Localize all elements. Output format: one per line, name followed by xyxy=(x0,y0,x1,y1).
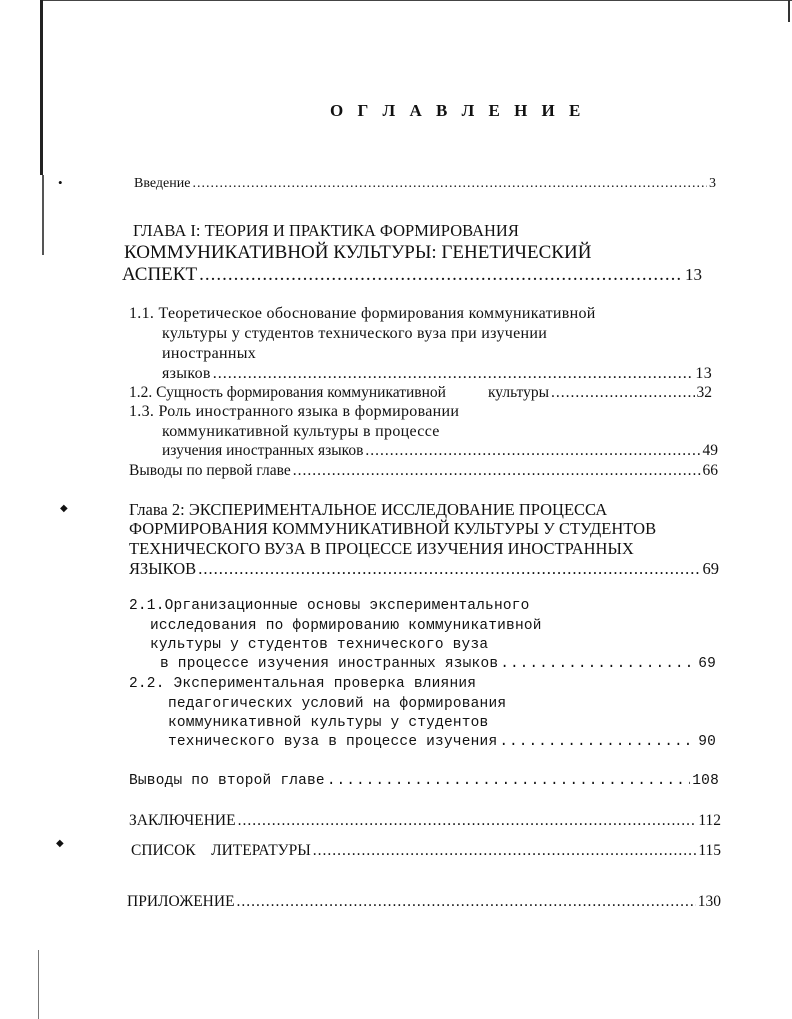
section-1-1-line3: иностранных xyxy=(162,345,257,362)
leader-dots xyxy=(293,462,701,480)
chapter2-title-line1: Глава 2: ЭКСПЕРИМЕНТАЛЬНОЕ ИССЛЕДОВАНИЕ ПРОЦЕССА xyxy=(129,500,608,519)
toc-entry-section-2-1[interactable] xyxy=(160,656,716,672)
toc-entry-section-1-1[interactable] xyxy=(162,365,712,383)
toc-page: 130 xyxy=(697,893,721,910)
toc-label: АСПЕКТ xyxy=(122,264,198,285)
toc-entry-conclusion[interactable] xyxy=(129,812,721,830)
page-title: О Г Л А В Л Е Н И Е xyxy=(330,101,586,120)
toc-page: 69 xyxy=(702,559,719,578)
section-2-2-line3: коммуникативной культуры у студентов xyxy=(168,715,489,731)
toc-page: 90 xyxy=(698,734,716,750)
leader-dots xyxy=(499,734,696,750)
toc-label: 1.2. Сущность формирования коммуникативной xyxy=(129,384,446,401)
margin-bullet-mark: • xyxy=(58,175,63,190)
toc-label-cont: культуры xyxy=(487,384,550,401)
toc-entry-section-1-3[interactable] xyxy=(162,442,718,460)
leader-dots xyxy=(313,842,697,860)
toc-entry-literature[interactable] xyxy=(131,842,721,860)
toc-label: в процессе изучения иностранных языков xyxy=(160,656,499,672)
toc-entry-intro[interactable] xyxy=(134,176,716,192)
leader-dots xyxy=(327,773,690,789)
toc-label: ПРИЛОЖЕНИЕ xyxy=(127,893,235,910)
chapter2-title-line2: ФОРМИРОВАНИЯ КОММУНИКАТИВНОЙ КУЛЬТУРЫ У СТУДЕНТОВ xyxy=(129,519,657,538)
margin-arrow-mark-1: ◆ xyxy=(60,503,68,514)
chapter2-title-line3: ТЕХНИЧЕСКОГО ВУЗА В ПРОЦЕССЕ ИЗУЧЕНИЯ ИНОСТРАННЫХ xyxy=(129,539,634,558)
toc-page: 13 xyxy=(685,265,702,284)
leader-dots xyxy=(213,365,694,383)
toc-entry-section-2-2[interactable] xyxy=(168,734,716,750)
toc-entry-section-1-2[interactable] xyxy=(129,384,712,402)
toc-page: 112 xyxy=(698,812,721,829)
section-2-1-line2: исследования по формированию коммуникативной xyxy=(150,618,542,634)
toc-entry-conclusions-2[interactable] xyxy=(129,773,719,789)
leader-dots xyxy=(237,893,696,911)
section-1-3-line1: 1.3. Роль иностранного языка в формировании xyxy=(129,403,460,420)
page-left-edge xyxy=(40,0,43,175)
page-left-edge-bottom xyxy=(38,950,39,1019)
toc-label: Введение xyxy=(134,176,191,191)
page-top-edge xyxy=(40,0,792,1)
toc-page: 32 xyxy=(696,384,712,401)
leader-dots xyxy=(365,442,700,460)
page-left-edge-lower xyxy=(42,175,44,255)
toc-entry-appendix[interactable] xyxy=(127,893,721,911)
margin-arrow-mark-2: ◆ xyxy=(56,838,64,849)
toc-label: ЗАКЛЮЧЕНИЕ xyxy=(129,812,236,829)
toc-page: 69 xyxy=(698,656,716,672)
toc-label: языков xyxy=(162,365,211,382)
toc-page: 49 xyxy=(702,442,718,459)
toc-label: технического вуза в процессе изучения xyxy=(168,734,498,750)
section-1-1-line1: 1.1. Теоретическое обоснование формирования коммуникативной xyxy=(129,305,596,322)
section-2-2-line2: педагогических условий на формирования xyxy=(168,696,507,712)
toc-label: ЯЗЫКОВ xyxy=(129,559,197,578)
toc-page: 66 xyxy=(702,462,718,479)
leader-dots xyxy=(500,656,696,672)
section-2-1-line3: культуры у студентов технического вуза xyxy=(150,637,489,653)
section-2-1-line1: 2.1.Организационные основы экспериментального xyxy=(129,598,530,614)
toc-entry-conclusions-1[interactable] xyxy=(129,462,718,480)
section-2-2-line1: 2.2. Экспериментальная проверка влияния xyxy=(129,676,477,692)
toc-page: 3 xyxy=(709,176,716,191)
toc-page: 13 xyxy=(695,365,712,382)
page-right-edge xyxy=(788,0,790,22)
section-1-1-line2: культуры у студентов технического вуза при изучении xyxy=(162,325,548,342)
toc-label: СПИСОК ЛИТЕРАТУРЫ xyxy=(131,842,311,859)
leader-dots xyxy=(192,176,707,192)
toc-entry-chapter1[interactable] xyxy=(122,264,702,286)
chapter1-title-line1: ГЛАВА I: ТЕОРИЯ И ПРАКТИКА ФОРМИРОВАНИЯ xyxy=(133,221,519,240)
leader-dots xyxy=(551,384,694,402)
toc-entry-chapter2[interactable] xyxy=(129,559,719,579)
toc-page: 115 xyxy=(698,842,721,859)
toc-label: Выводы по первой главе xyxy=(129,462,291,479)
leader-dots xyxy=(199,264,683,286)
leader-dots xyxy=(238,812,697,830)
toc-label: изучения иностранных языков xyxy=(162,442,364,459)
toc-page: 108 xyxy=(692,773,719,789)
leader-dots xyxy=(198,559,700,579)
chapter1-title-line2: КОММУНИКАТИВНОЙ КУЛЬТУРЫ: ГЕНЕТИЧЕСКИЙ xyxy=(124,242,592,263)
toc-label: Выводы по второй главе xyxy=(129,773,325,789)
section-1-3-line2: коммуникативной культуры в процессе xyxy=(162,423,440,440)
